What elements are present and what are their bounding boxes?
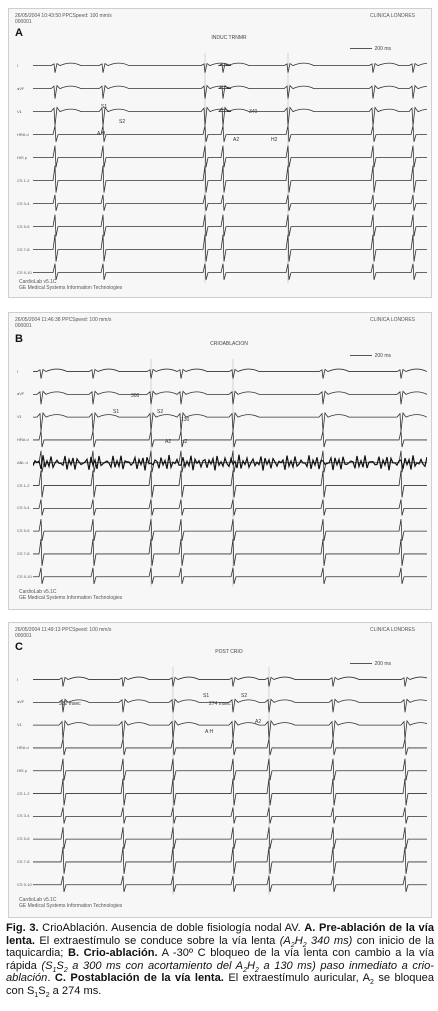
ecg-trace [33,369,427,379]
panel-footer [19,897,122,909]
channel-label: CS 1-2 [17,177,30,183]
subscript: 1 [52,966,57,974]
annotation: H2 [181,439,188,445]
annotation: A H [97,131,106,137]
subscript: 2 [63,966,68,974]
annotation: S2 [119,119,126,125]
channel-label: CS 1-2 [17,790,30,796]
ecg-panel-b [8,312,432,610]
header-line: 000001 [15,323,32,329]
ecg-trace [33,519,427,541]
subscript: 2 [369,979,374,987]
channel-label: aVF [17,699,25,705]
annotation: S1 [113,409,120,415]
panel-title: INDUC TRNMR [211,35,247,41]
ecg-trace [33,539,427,566]
footer-line: CardioLab v5.1C [19,279,57,285]
channel-label: CS 9-10 [17,881,32,887]
ecg-trace [33,264,427,280]
subscript: 2 [254,966,259,974]
caption-text: El extraestímulo se conduce sobre la vía lenta [34,934,280,947]
panel-header [15,627,165,639]
annotation: S2 [157,409,164,415]
panel-header [15,317,165,329]
footer-line: CardioLab v5.1C [19,589,57,595]
scale-bar [350,46,391,52]
ecg-trace [33,779,427,806]
ecg-trace [33,739,427,755]
annotation: S1 [101,104,108,110]
ecg-trace [33,86,427,99]
panel-header [15,13,165,25]
channel-label: I [17,62,19,68]
caption-text: se bloquea con S [6,972,434,997]
caption-text: H [246,959,255,972]
ecg-traces [33,53,427,283]
channel-label: I [17,368,19,374]
channel-label: CS 9-10 [17,269,32,275]
caption-text: con inicio de la taquicardia; [6,934,435,959]
channel-label: CS 9-10 [17,573,32,579]
annotation: A2 [233,137,240,143]
channel-label: CS 1-2 [17,482,30,488]
panel-title: CRIOABLACION [210,341,248,347]
scale-label: 200 ms [374,46,391,52]
annotation: A2 [165,439,172,445]
header-line: 26/05/2004 10:43:50 PPCSpeed: 100 mm/s [15,13,112,19]
annotation: 300 [131,393,140,399]
header-line: 26/05/2004 11:46:38 PPCSpeed: 100 mm/s [15,317,112,323]
annotation: 130 [181,417,190,423]
channel-label: ABL d [17,459,28,465]
caption-text: 340 ms) [306,934,353,947]
ecg-trace [33,235,427,262]
annotation: S1 [203,693,210,699]
channel-label: CS 7-8 [17,550,30,556]
channel-label: CS 3-4 [17,505,30,511]
annotation: 274 msec [209,701,231,707]
ecg-trace [33,807,427,823]
ecg-trace [33,499,427,515]
channel-label: CS 5-6 [17,836,30,842]
channel-label: CS 3-4 [17,813,30,819]
footer-line: GE Medical Systems Information Technologies [19,903,123,909]
caption-section-c: C. Postablación de la vía lenta. [54,972,224,984]
ecg-trace [33,568,427,584]
ecg-trace [33,413,427,431]
header-line: 000001 [15,633,32,639]
figure-caption [6,922,434,997]
clinic-name: CLINICA LONDRES [369,627,415,633]
ecg-trace [33,195,427,211]
ecg-trace [33,827,427,849]
channel-label: HRA d [17,436,29,442]
ecg-panel-c [8,622,432,918]
ecg-trace [33,107,427,125]
ecg-trace [33,146,427,168]
annotation: A H [205,729,214,735]
caption-text: (A [279,934,291,947]
clinic-name: CLINICA LONDRES [369,13,415,19]
ecg-trace [33,847,427,874]
annotation: A2 [255,719,262,725]
caption-text: . [47,972,55,984]
subscript: 2 [290,941,295,949]
ecg-trace [33,471,427,498]
caption-text: CrioAblación. Ausencia de doble fisiología nodal AV. [38,922,305,934]
channel-label: aVF [17,391,25,397]
header-line: 000001 [15,19,32,25]
channel-label: CS 3-4 [17,200,30,206]
ecg-traces [33,359,427,587]
ecg-trace [33,431,427,447]
channel-label: HRA d [17,744,29,750]
panel-label: A [15,27,23,39]
ecg-trace [33,126,427,142]
ecg-panel-a [8,8,432,298]
caption-text: H [294,934,303,947]
caption-italic [280,935,353,947]
annotation: 332 msec [59,701,81,707]
channel-label: HIS p [17,767,28,773]
caption-text: S [56,959,64,972]
ecg-trace [33,391,427,404]
subscript: 2 [243,966,247,974]
channel-label: V1 [17,722,22,728]
ecg-trace [33,677,427,687]
caption-text: S [38,984,46,997]
panel-label: B [15,333,23,345]
annotation: H2 [271,137,278,143]
channel-label: CS 7-8 [17,858,30,864]
channel-label: HRA d [17,131,29,137]
scale-label: 200 ms [374,661,391,667]
footer-line: GE Medical Systems Information Technologies [19,595,123,601]
panel-label: C [15,641,23,653]
ecg-trace [33,166,427,193]
ecg-trace [33,63,427,73]
footer-line: CardioLab v5.1C [19,897,57,903]
caption-text: (S [41,959,53,972]
scale-label: 200 ms [374,353,391,359]
panel-footer [19,589,122,601]
panel-title: POST CRIO [215,649,243,655]
channel-label: I [17,676,19,682]
caption-text: a 130 ms) paso inmediato a crio-ablación [6,959,434,984]
channel-label: CS 5-6 [17,528,30,534]
channel-label: CS 5-6 [17,223,30,229]
channel-label: V1 [17,108,22,114]
subscript: 1 [34,991,39,999]
caption-section-a: A. Pre-ablación de la vía lenta. [6,922,434,947]
footer-line: GE Medical Systems Information Technologies [19,285,123,291]
caption-text: A -30º C bloqueo de la vía lenta con cambio a la vía rápida [6,947,434,972]
annotation: 340 [249,109,258,115]
channel-label: aVF [17,85,25,91]
caption-text: a 274 ms. [49,984,102,997]
clinic-name: CLINICA LONDRES [369,317,415,323]
ecg-trace [33,215,427,237]
panel-footer [19,279,122,291]
caption-section-b: B. Crio-ablación. [67,947,158,959]
subscript: 2 [302,941,307,949]
subscript: 2 [45,991,50,999]
header-line: 26/05/2004 11:49:13 PPCSpeed: 100 mm/s [15,627,112,633]
channel-label: HIS p [17,154,28,160]
caption-text: a 300 ms con acortamiento del A [67,959,244,972]
channel-label: CS 7-8 [17,246,30,252]
ecg-trace [33,721,427,739]
figure-number: Fig. 3. [6,922,39,934]
ecg-trace [33,876,427,892]
channel-label: V1 [17,414,22,420]
ecg-trace [33,759,427,781]
caption-text: El extraestímulo auricular, A [223,972,370,984]
annotation: S2 [241,693,248,699]
